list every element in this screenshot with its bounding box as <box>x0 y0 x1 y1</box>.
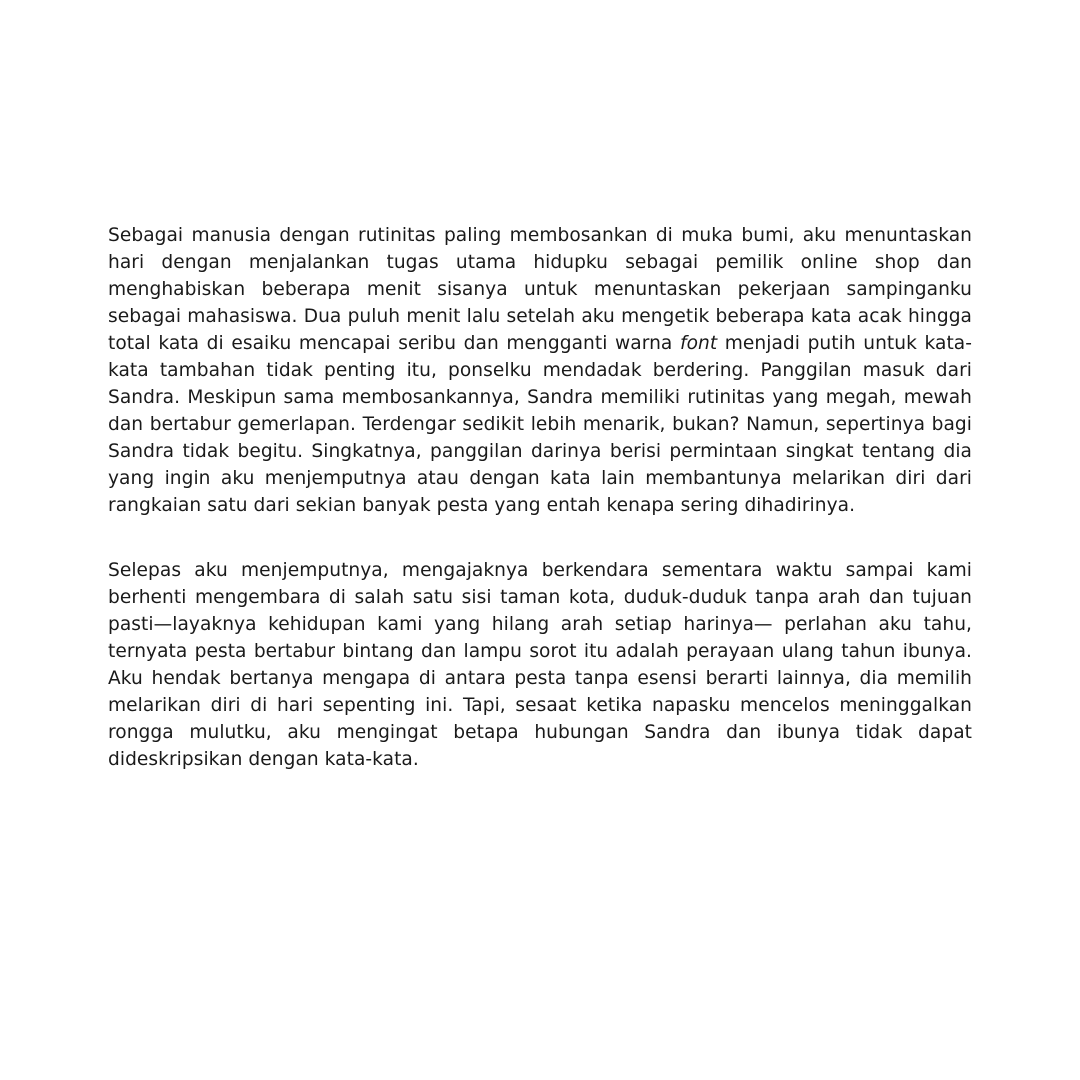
paragraph-1-part-2: menjadi putih untuk kata-kata tambahan tidak penting itu, ponselku mendadak berdering. Panggilan masuk dari Sandra. Meskipun sama membosankannya, Sandra memiliki rutinitas yang megah, mewah dan bertabur gemerlapan. Terdengar sedikit lebih menarik, bukan? Namun, sepertinya bagi Sandra tidak begitu. Singkatnya, panggilan darinya berisi permintaan singkat tentang dia yang ingin aku menjemputnya atau dengan kata lain membantunya melarikan diri dari rangkaian satu dari sekian banyak pesta yang entah kenapa sering dihadirinya. <box>108 333 972 516</box>
paragraph-1-part-1: Sebagai manusia dengan rutinitas paling membosankan di muka bumi, aku menuntaskan hari dengan menjalankan tugas utama hidupku sebagai pemilik online shop dan menghabiskan beberapa menit sisanya untuk menuntaskan pekerjaan sampinganku sebagai mahasiswa. Dua puluh menit lalu setelah aku mengetik beberapa kata acak hingga total kata di esaiku mencapai seribu dan mengganti warna <box>108 225 972 354</box>
italic-word-font: font <box>679 333 718 354</box>
story-text <box>108 222 972 773</box>
paragraph-2: Selepas aku menjemputnya, mengajaknya berkendara sementara waktu sampai kami berhenti mengembara di salah satu sisi taman kota, duduk-duduk tanpa arah dan tujuan pasti—layaknya kehidupan kami yang hilang arah setiap harinya— perlahan aku tahu, ternyata pesta bertabur bintang dan lampu sorot itu adalah perayaan ulang tahun ibunya. Aku hendak bertanya mengapa di antara pesta tanpa esensi berarti lainnya, dia memilih melarikan diri di hari sepenting ini. Tapi, sesaat ketika napasku mencelos meninggalkan rongga mulutku, aku mengingat betapa hubungan Sandra dan ibunya tidak dapat dideskripsikan dengan kata-kata. <box>108 560 972 770</box>
paragraph-1 <box>108 222 972 519</box>
